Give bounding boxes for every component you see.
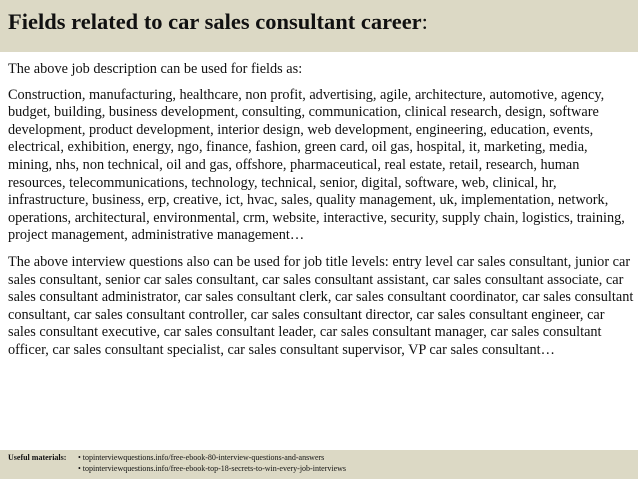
page-title: Fields related to car sales consultant career [8, 9, 422, 34]
footer-row [8, 464, 638, 475]
levels-paragraph: The above interview questions also can be used for job title levels: entry level car sales consultant, junior car sales consultant, senior car sales consultant, car sales consultant assistant, car sales consultant associate, car sales consultant administrator, car sales consultant clerk, car sales consultant coordinator, car sales consultant consultant, car sales consultant controller, car sales consultant director, car sales consultant engineer, car sales consultant executive, car sales consultant leader, car sales consultant manager, car sales consultant officer, car sales consultant specialist, car sales consultant supervisor, VP car sales consultant… [8, 253, 634, 358]
title-bar [0, 0, 638, 52]
fields-paragraph: Construction, manufacturing, healthcare, non profit, advertising, agile, architecture, automotive, agency, budget, building, business development, consulting, communication, clinical research, design, software development, product development, interior design, web development, engineering, education, events, electrical, exhibition, energy, ngo, finance, fashion, green card, oil gas, hospital, it, marketing, media, mining, nhs, non technical, oil and gas, offshore, pharmaceutical, real estate, retail, research, human resources, telecommunications, technology, technical, senior, digital, software, web, clinical, hr, infrastructure, business, erp, creative, ict, hvac, sales, quality management, uk, implementation, network, operations, architectural, environmental, crm, website, interactive, security, supply chain, logistics, training, project management, administrative management… [8, 86, 625, 244]
intro-text: The above job description can be used for fields as: [8, 61, 303, 77]
footer-link[interactable]: • topinterviewquestions.info/free-ebook-80-interview-questions-and-answers [78, 453, 325, 462]
footer-row [8, 453, 638, 464]
footer-bar [0, 450, 638, 479]
footer-label: Useful materials: [8, 453, 67, 462]
slide-body [8, 61, 634, 369]
footer-link[interactable]: • topinterviewquestions.info/free-ebook-top-18-secrets-to-win-every-job-interviews [78, 463, 347, 473]
title-colon: : [421, 9, 428, 34]
